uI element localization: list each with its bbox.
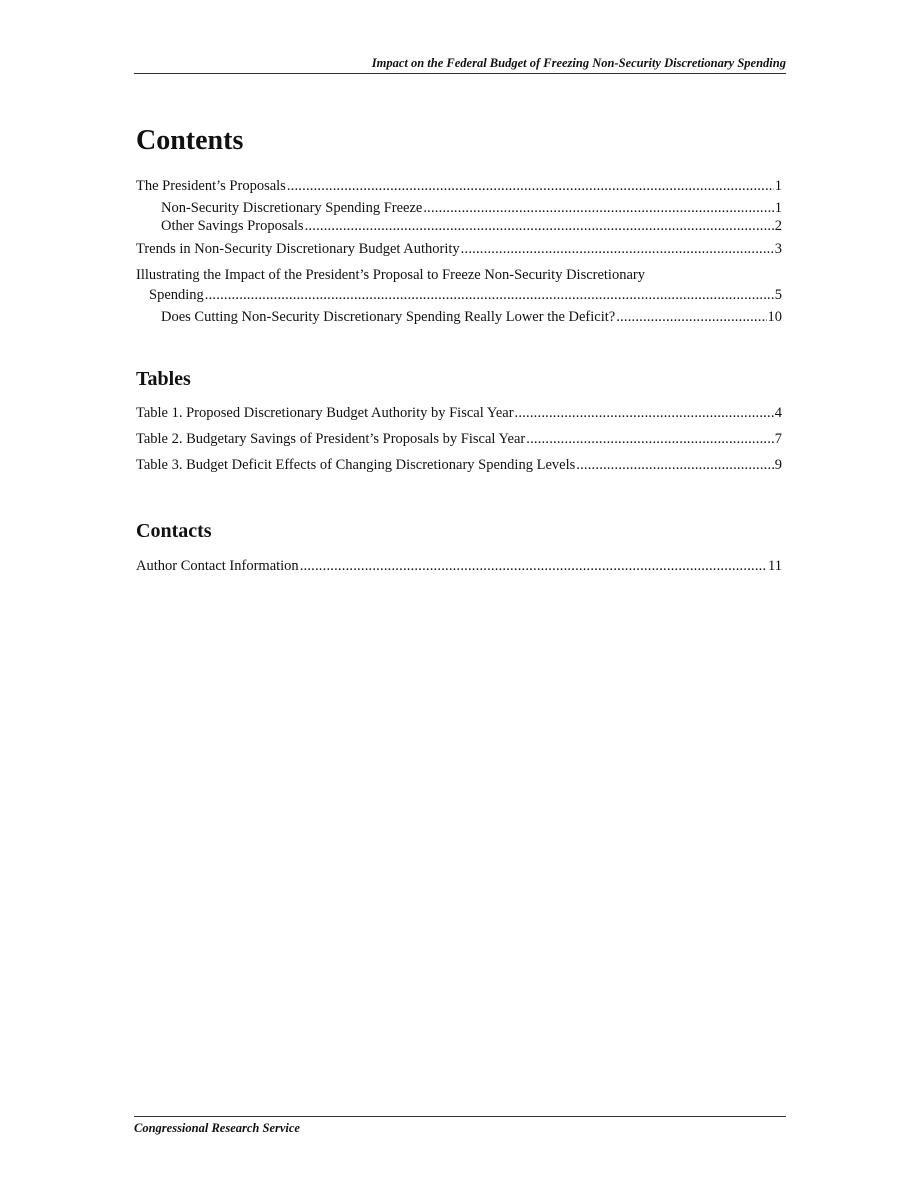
toc-leader-dots [515,404,774,422]
toc-leader-dots [300,557,767,575]
toc-page-number: 4 [774,405,782,421]
toc-entry-presidents-proposals[interactable] [136,177,782,195]
toc-leader-dots [305,217,774,235]
toc-entry-trends[interactable] [136,240,782,258]
toc-page-number: 9 [774,457,782,473]
toc-entry-label: Trends in Non-Security Discretionary Budget Authority [136,241,460,257]
running-header: Impact on the Federal Budget of Freezing Non-Security Discretionary Spending [134,56,786,74]
toc-entry-label: Does Cutting Non-Security Discretionary Spending Really Lower the Deficit? [161,309,616,325]
toc-page-number: 2 [774,218,782,234]
contents-heading: Contents [136,125,244,156]
toc-entry-label: Non-Security Discretionary Spending Freeze [161,200,423,216]
toc-entry-other-savings[interactable] [161,217,782,235]
toc-leader-dots [616,308,766,326]
toc-page-number: 7 [774,431,782,447]
toc-entry-author-contact[interactable] [136,557,782,575]
toc-entry-illustrating-line1[interactable]: Illustrating the Impact of the President’s Proposal to Freeze Non-Security Discretionary [136,267,645,283]
toc-page-number: 1 [774,200,782,216]
running-footer: Congressional Research Service [134,1116,786,1136]
toc-entry-label: Table 1. Proposed Discretionary Budget Authority by Fiscal Year [136,405,514,421]
toc-entry-table-2[interactable] [136,430,782,448]
toc-entry-illustrating-line2[interactable] [149,286,782,304]
toc-entry-table-3[interactable] [136,456,782,474]
tables-heading: Tables [136,368,191,390]
contacts-heading: Contacts [136,520,212,542]
toc-leader-dots [576,456,774,474]
toc-leader-dots [423,199,773,217]
toc-leader-dots [461,240,774,258]
toc-page-number: 10 [767,309,782,325]
toc-page-number: 3 [774,241,782,257]
toc-entry-label: Spending [149,287,204,303]
toc-entry-deficit-question[interactable] [161,308,782,326]
toc-entry-label: Table 3. Budget Deficit Effects of Changing Discretionary Spending Levels [136,457,576,473]
toc-entry-spending-freeze[interactable] [161,199,782,217]
toc-page-number: 11 [768,558,782,574]
toc-leader-dots [287,177,774,195]
toc-leader-dots [205,286,774,304]
toc-entry-label: The President’s Proposals [136,178,286,194]
toc-entry-label: Table 2. Budgetary Savings of President’s Proposals by Fiscal Year [136,431,526,447]
toc-page-number: 5 [774,287,782,303]
toc-page-number: 1 [774,178,782,194]
toc-entry-label: Other Savings Proposals [161,218,304,234]
toc-entry-table-1[interactable] [136,404,782,422]
toc-entry-label: Author Contact Information [136,558,299,574]
toc-leader-dots [526,430,774,448]
